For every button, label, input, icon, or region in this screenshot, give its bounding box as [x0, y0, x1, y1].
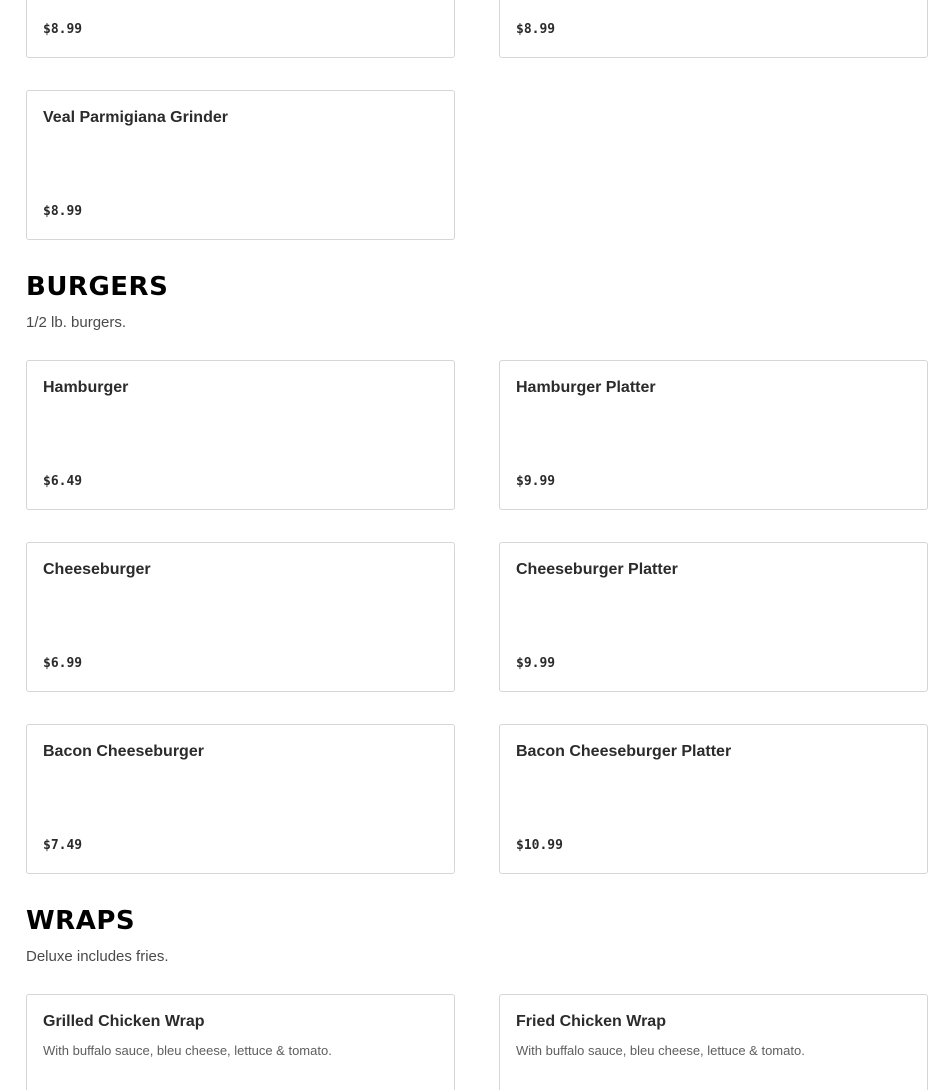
section-description-wraps: Deluxe includes fries. [26, 948, 169, 965]
menu-item-price: $8.99 [43, 204, 83, 219]
menu-item-name: Bacon Cheeseburger [43, 743, 204, 760]
menu-item-card[interactable] [26, 0, 455, 58]
menu-item-price: $8.99 [43, 22, 83, 37]
menu-item-card[interactable] [499, 0, 928, 58]
menu-item-name: Cheeseburger [43, 561, 151, 578]
menu-item-card[interactable] [499, 360, 928, 510]
menu-item-price: $6.49 [43, 474, 83, 489]
menu-item-name: Grilled Chicken Wrap [43, 1013, 205, 1030]
menu-item-name: Bacon Cheeseburger Platter [516, 743, 732, 760]
section-title-burgers: BURGERS [26, 272, 169, 302]
menu-item-card[interactable] [499, 724, 928, 874]
menu-item-card[interactable] [26, 360, 455, 510]
menu-item-price: $6.99 [43, 656, 83, 671]
menu-item-price: $7.49 [43, 838, 83, 853]
menu-item-card[interactable] [499, 994, 928, 1090]
menu-item-name: Hamburger Platter [516, 379, 656, 396]
menu-item-price: $8.99 [516, 22, 556, 37]
section-title-wraps: WRAPS [26, 906, 136, 936]
menu-item-card[interactable] [26, 542, 455, 692]
menu-item-name: Hamburger [43, 379, 129, 396]
menu-item-price: $9.99 [516, 656, 556, 671]
menu-item-description: With buffalo sauce, bleu cheese, lettuce & tomato. [43, 1043, 332, 1058]
menu-item-card[interactable] [26, 724, 455, 874]
menu-item-card[interactable] [26, 90, 455, 240]
menu-item-card[interactable] [499, 542, 928, 692]
menu-item-name: Fried Chicken Wrap [516, 1013, 666, 1030]
menu-item-name: Cheeseburger Platter [516, 561, 678, 578]
menu-item-card[interactable] [26, 994, 455, 1090]
section-description-burgers: 1/2 lb. burgers. [26, 314, 127, 331]
menu-item-name: Veal Parmigiana Grinder [43, 109, 228, 126]
menu-item-price: $9.99 [516, 474, 556, 489]
menu-item-description: With buffalo sauce, bleu cheese, lettuce & tomato. [516, 1043, 805, 1058]
menu-item-price: $10.99 [516, 838, 563, 853]
